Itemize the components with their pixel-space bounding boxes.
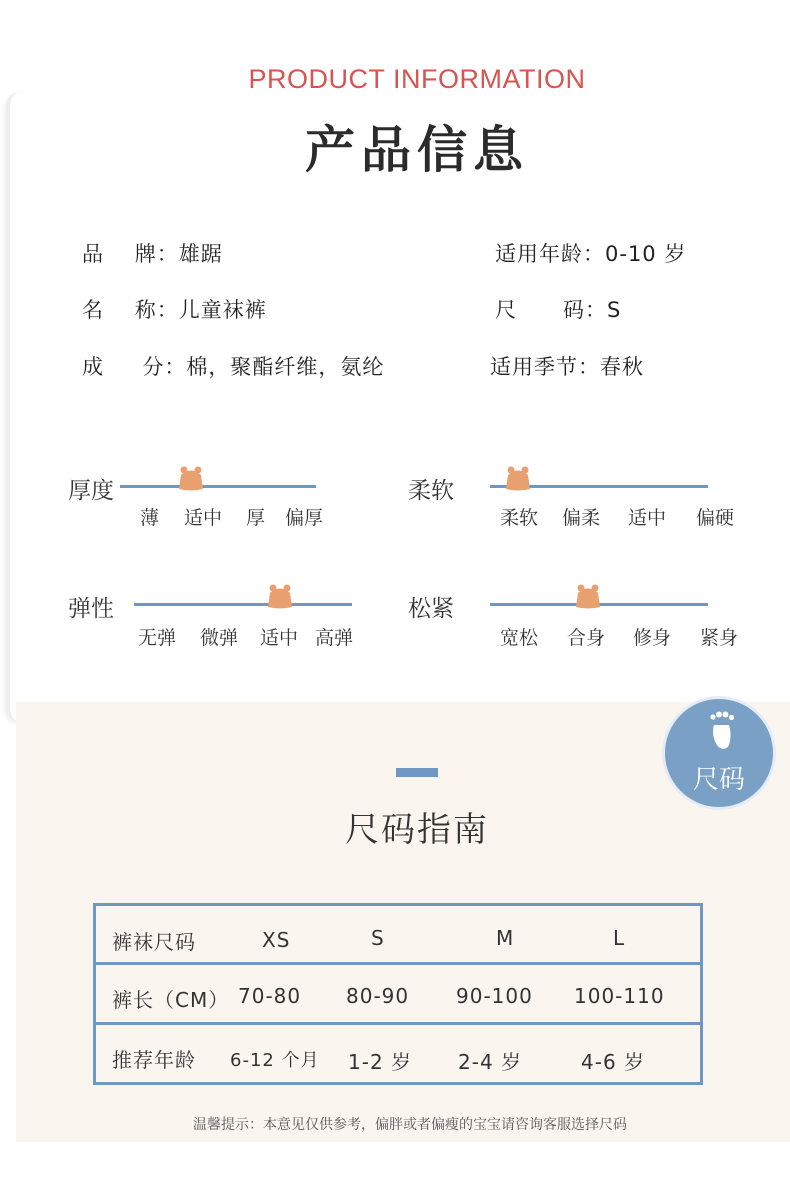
table-cell: 2-4 岁 [458, 1050, 523, 1074]
attr-label-elasticity: 弹性 [68, 596, 114, 622]
size-table [93, 903, 703, 1085]
tick-thickness-2: 适中 [184, 507, 223, 529]
tick-fit-4: 紧身 [700, 627, 739, 649]
table-cell: 1-2 岁 [348, 1050, 413, 1074]
bear-marker-icon [178, 465, 204, 491]
title-dash [396, 768, 438, 777]
tick-fit-2: 合身 [567, 627, 606, 649]
tick-softness-4: 偏硬 [696, 507, 735, 529]
tick-thickness-4: 偏厚 [285, 507, 324, 529]
size-badge [662, 696, 776, 810]
table-cell: 4-6 岁 [581, 1050, 646, 1074]
tick-elasticity-3: 适中 [260, 627, 299, 649]
tick-elasticity-4: 高弹 [315, 627, 354, 649]
table-cell: S [371, 926, 385, 950]
footprint-icon [709, 711, 735, 751]
section-title-cn: 产品信息 [305, 121, 529, 179]
table-cell: 6-12 个月 [230, 1050, 320, 1071]
bear-marker-icon [575, 583, 601, 609]
bear-marker-icon [267, 583, 293, 609]
product-info-panel [6, 92, 790, 722]
tick-elasticity-1: 无弹 [138, 627, 177, 649]
tick-elasticity-2: 微弹 [200, 627, 239, 649]
table-cell: 80-90 [346, 984, 410, 1008]
table-cell: M [496, 926, 515, 950]
section-title-en: PRODUCT INFORMATION [248, 64, 586, 94]
tick-fit-3: 修身 [633, 627, 672, 649]
scale-line-thickness [120, 485, 316, 488]
info-season: 适用季节：春秋 [490, 355, 644, 379]
info-material: 成 分：棉，聚酯纤维，氨纶 [82, 355, 385, 379]
table-row-divider [96, 962, 700, 965]
table-cell: 70-80 [238, 984, 302, 1008]
scale-line-elasticity [134, 603, 352, 606]
tick-softness-1: 柔软 [500, 507, 539, 529]
table-row-header: 推荐年龄 [112, 1048, 196, 1072]
table-row-divider [96, 1022, 700, 1025]
size-note: 温馨提示：本意见仅供参考，偏胖或者偏瘦的宝宝请咨询客服选择尺码 [193, 1117, 627, 1133]
table-cell: L [613, 926, 626, 950]
size-guide-title: 尺码指南 [345, 810, 489, 850]
tick-softness-3: 适中 [628, 507, 667, 529]
table-row-header: 裤长（CM） [112, 988, 230, 1012]
table-row-header: 裤袜尺码 [112, 930, 196, 954]
table-cell: 90-100 [456, 984, 533, 1008]
attr-label-softness: 柔软 [408, 478, 454, 504]
bear-marker-icon [505, 465, 531, 491]
info-age: 适用年龄：0-10 岁 [495, 242, 687, 266]
tick-thickness-1: 薄 [140, 507, 160, 529]
table-cell: XS [262, 928, 291, 952]
attr-label-thickness: 厚度 [68, 478, 114, 504]
tick-thickness-3: 厚 [246, 507, 266, 529]
table-cell: 100-110 [574, 984, 665, 1008]
attr-label-fit: 松紧 [408, 596, 454, 622]
tick-softness-2: 偏柔 [562, 507, 601, 529]
info-brand: 品 牌：雄踞 [82, 242, 223, 266]
info-name: 名 称：儿童袜裤 [82, 298, 267, 322]
tick-fit-1: 宽松 [500, 627, 539, 649]
info-size: 尺 码：S [495, 298, 622, 322]
size-badge-label: 尺码 [692, 765, 745, 795]
